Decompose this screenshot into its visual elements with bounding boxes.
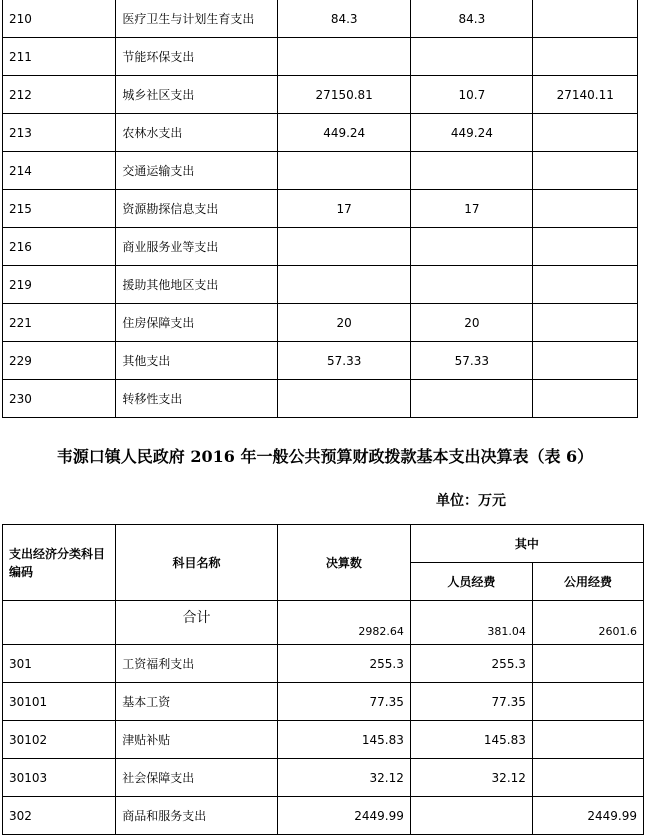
header-row [3, 525, 644, 563]
public-cell [532, 721, 643, 759]
name-cell: 农林水支出 [116, 114, 278, 152]
basic-cell: 10.7 [411, 76, 533, 114]
project-cell [533, 228, 638, 266]
total-cell: 84.3 [278, 0, 411, 38]
basic-cell [411, 38, 533, 76]
total-cell [278, 228, 411, 266]
header-personnel: 人员经费 [410, 563, 532, 601]
name-cell: 津贴补贴 [116, 721, 278, 759]
project-cell [533, 152, 638, 190]
personnel-cell [410, 797, 532, 835]
project-cell [533, 266, 638, 304]
name-cell: 转移性支出 [116, 380, 278, 418]
name-cell: 城乡社区支出 [116, 76, 278, 114]
table-row [3, 304, 638, 342]
personnel-cell: 77.35 [410, 683, 532, 721]
total-cell [278, 152, 411, 190]
public-cell [532, 645, 643, 683]
personnel-cell: 32.12 [410, 759, 532, 797]
name-cell: 医疗卫生与计划生育支出 [116, 0, 278, 38]
total-row [3, 601, 644, 645]
name-cell: 商品和服务支出 [116, 797, 278, 835]
total-cell: 145.83 [277, 721, 410, 759]
basic-cell [411, 380, 533, 418]
project-cell [533, 38, 638, 76]
code-cell: 213 [3, 114, 116, 152]
basic-cell: 20 [411, 304, 533, 342]
code-cell: 210 [3, 0, 116, 38]
personnel-cell: 255.3 [410, 645, 532, 683]
table-row [3, 759, 644, 797]
total-cell: 255.3 [277, 645, 410, 683]
total-label: 合计 [116, 601, 278, 645]
table-row [3, 190, 638, 228]
table-row [3, 114, 638, 152]
code-cell: 230 [3, 380, 116, 418]
code-cell: 214 [3, 152, 116, 190]
total-personnel: 381.04 [410, 601, 532, 645]
table-row [3, 645, 644, 683]
table-row [3, 228, 638, 266]
total-code-cell [3, 601, 116, 645]
expenditure-table-top [2, 0, 638, 418]
project-cell [533, 380, 638, 418]
name-cell: 交通运输支出 [116, 152, 278, 190]
table-title: 韦源口镇人民政府 2016 年一般公共预算财政拨款基本支出决算表（表 6） [56, 447, 594, 466]
code-cell: 229 [3, 342, 116, 380]
name-cell: 援助其他地区支出 [116, 266, 278, 304]
name-cell: 基本工资 [116, 683, 278, 721]
table-row [3, 38, 638, 76]
basic-cell: 17 [411, 190, 533, 228]
name-cell: 资源勘探信息支出 [116, 190, 278, 228]
total-cell: 449.24 [278, 114, 411, 152]
header-of-which: 其中 [410, 525, 643, 563]
code-cell: 302 [3, 797, 116, 835]
table-row [3, 152, 638, 190]
header-code: 支出经济分类科目编码 [3, 525, 116, 601]
code-cell: 212 [3, 76, 116, 114]
project-cell [533, 190, 638, 228]
name-cell: 工资福利支出 [116, 645, 278, 683]
basic-cell: 84.3 [411, 0, 533, 38]
table-row [3, 380, 638, 418]
basic-cell [411, 228, 533, 266]
project-cell [533, 304, 638, 342]
code-cell: 215 [3, 190, 116, 228]
total-public: 2601.6 [532, 601, 643, 645]
total-cell: 2449.99 [277, 797, 410, 835]
table-row [3, 721, 644, 759]
total-cell: 77.35 [277, 683, 410, 721]
code-cell: 30101 [3, 683, 116, 721]
code-cell: 301 [3, 645, 116, 683]
header-name: 科目名称 [116, 525, 278, 601]
table-row [3, 0, 638, 38]
name-cell: 住房保障支出 [116, 304, 278, 342]
public-cell [532, 683, 643, 721]
basic-cell [411, 152, 533, 190]
total-cell: 32.12 [277, 759, 410, 797]
table-row [3, 683, 644, 721]
code-cell: 216 [3, 228, 116, 266]
code-cell: 221 [3, 304, 116, 342]
table-row [3, 266, 638, 304]
total-cell [278, 38, 411, 76]
code-cell: 211 [3, 38, 116, 76]
project-cell [533, 114, 638, 152]
basic-cell: 57.33 [411, 342, 533, 380]
project-cell [533, 342, 638, 380]
table-row [3, 342, 638, 380]
total-cell [278, 266, 411, 304]
bottom-table-body [3, 525, 644, 835]
basic-cell [411, 266, 533, 304]
total-cell: 20 [278, 304, 411, 342]
top-table-body [3, 0, 638, 418]
basic-expenditure-table [2, 524, 644, 835]
public-cell: 2449.99 [532, 797, 643, 835]
project-cell: 27140.11 [533, 76, 638, 114]
basic-cell: 449.24 [411, 114, 533, 152]
table-row [3, 76, 638, 114]
total-cell: 17 [278, 190, 411, 228]
project-cell [533, 0, 638, 38]
code-cell: 30103 [3, 759, 116, 797]
code-cell: 219 [3, 266, 116, 304]
name-cell: 社会保障支出 [116, 759, 278, 797]
table-row [3, 797, 644, 835]
code-cell: 30102 [3, 721, 116, 759]
header-public: 公用经费 [532, 563, 643, 601]
total-total: 2982.64 [277, 601, 410, 645]
header-total: 决算数 [277, 525, 410, 601]
public-cell [532, 759, 643, 797]
total-cell [278, 380, 411, 418]
name-cell: 节能环保支出 [116, 38, 278, 76]
unit-label: 单位：万元 [436, 493, 506, 509]
total-cell: 57.33 [278, 342, 411, 380]
name-cell: 其他支出 [116, 342, 278, 380]
personnel-cell: 145.83 [410, 721, 532, 759]
total-cell: 27150.81 [278, 76, 411, 114]
name-cell: 商业服务业等支出 [116, 228, 278, 266]
